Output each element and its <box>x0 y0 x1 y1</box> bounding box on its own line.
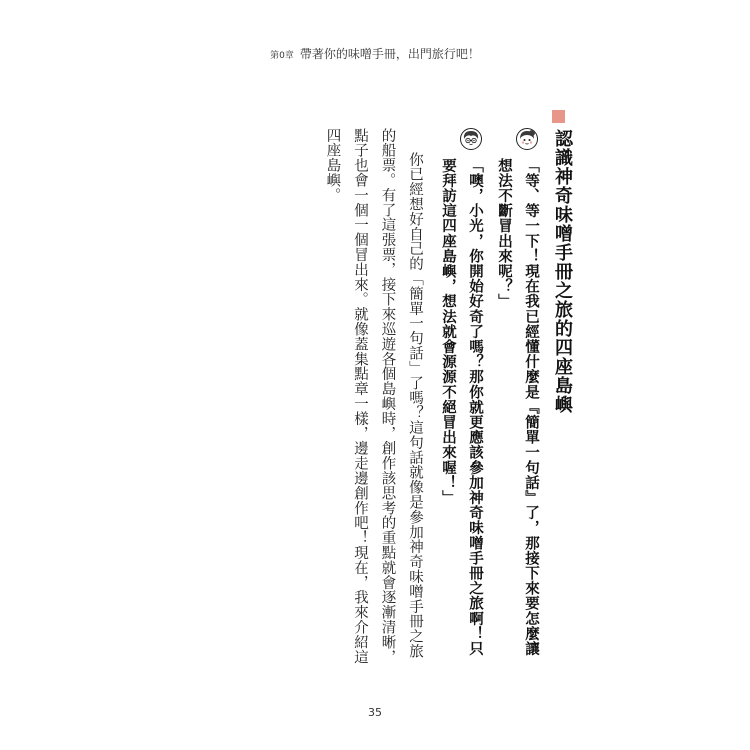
girl-character-icon <box>516 128 538 150</box>
section-heading: 認識神奇味噌手冊之旅的四座島嶼 <box>552 129 573 414</box>
chapter-title: 帶著你的味噌手冊，出門旅行吧！ <box>299 47 480 61</box>
body-line: 點子也會一個一個冒出來。就像蓋集點章一樣，邊走邊創作吧！現在，我來介紹這 <box>352 128 368 665</box>
dialog-line: 想法不斷冒出來呢？」 <box>496 158 512 309</box>
dialog-line: 要拜訪這四座島嶼，想法就會源源不絕冒出來喔！」 <box>440 158 456 506</box>
dialog-line: 「噢，小光，你開始好奇了嗎？那你就更應該參加神奇味噌手冊之旅啊！只 <box>467 158 483 657</box>
dialog-line: 「等、等一下！現在我已經懂什麼是『簡單一句話』了，那接下來要怎麼讓 <box>523 158 539 657</box>
dialog-girl <box>490 158 544 656</box>
dialog-boy <box>434 158 488 656</box>
body-line: 的船票。有了這張票，接下來巡遊各個島嶼時，創作該思考的重點就會逐漸清晰， <box>379 128 396 665</box>
heading-marker-square <box>552 110 565 123</box>
page-number: 35 <box>368 706 382 719</box>
running-header <box>0 45 750 62</box>
boy-character-icon <box>460 128 482 150</box>
body-line: 四座島嶼。 <box>324 128 341 203</box>
body-line: 你已經想好自己的「簡單一句話」了嗎？這句話就像是參加神奇味噌手冊之旅 <box>407 152 423 659</box>
body-paragraph <box>318 128 428 664</box>
chapter-label: 第0章 <box>270 51 294 61</box>
